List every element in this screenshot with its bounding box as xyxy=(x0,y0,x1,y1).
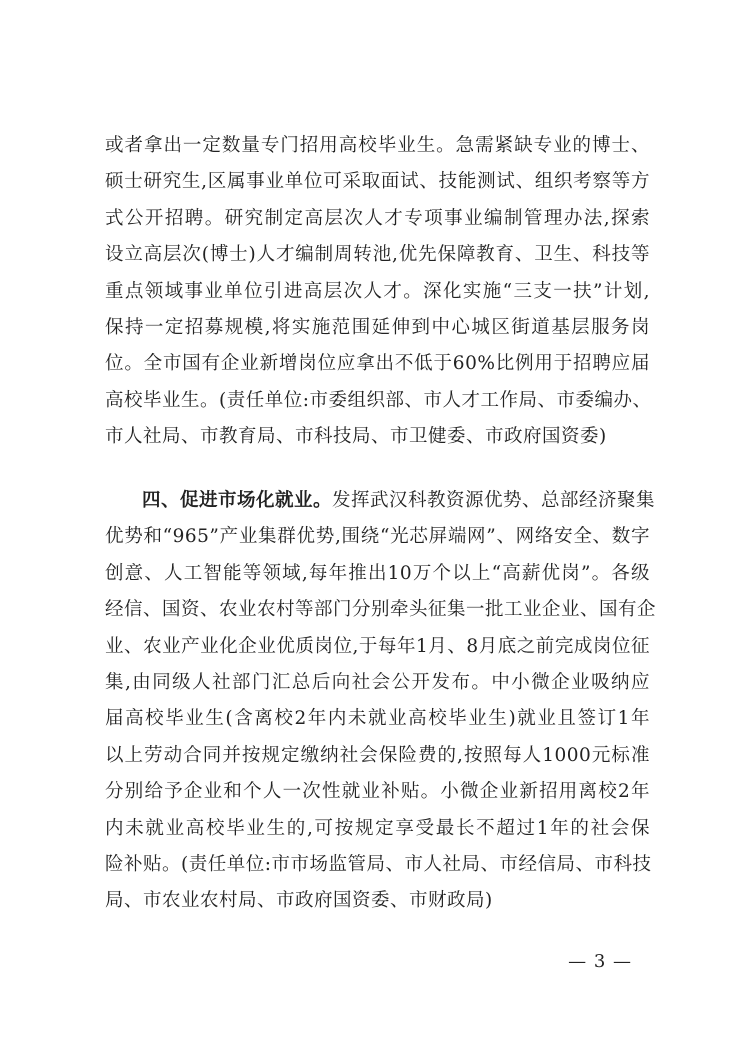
text-line: 保持一定招募规模,将实施范围延伸到中心城区街道基层服务岗 xyxy=(105,316,650,338)
text-line: 优势和“965”产业集群优势,围绕“光芯屏端网”、网络安全、数字 xyxy=(105,526,650,548)
first-line xyxy=(105,483,656,519)
text-line: 重点领域事业单位引进高层次人才。深化实施“三支一扶”计划, xyxy=(105,280,650,302)
text-line: 分别给予企业和个人一次性就业补贴。小微企业新招用离校2年 xyxy=(105,781,650,803)
text-line: 集,由同级人社部门汇总后向社会公开发布。中小微企业吸纳应 xyxy=(105,671,650,693)
text-line: 局、市农业农村局、市政府国资委、市财政局) xyxy=(105,890,493,912)
text-line: 或者拿出一定数量专门招用高校毕业生。急需紧缺专业的博士、 xyxy=(105,135,650,156)
text-line: 高校毕业生。(责任单位:市委组织部、市人才工作局、市委编办、 xyxy=(105,389,652,411)
text-line: 式公开招聘。研究制定高层次人才专项事业编制管理办法,探索 xyxy=(105,207,650,229)
text-line: 设立高层次(博士)人才编制周转池,优先保障教育、卫生、科技等 xyxy=(105,244,650,266)
text-line: 届高校毕业生(含离校2年内未就业高校毕业生)就业且签订1年 xyxy=(105,708,650,730)
text-line: 业、农业产业化企业优质岗位,于每年1月、8月底之前完成岗位征 xyxy=(105,635,650,657)
paragraph-2 xyxy=(105,483,657,920)
text-line: 以上劳动合同并按规定缴纳社会保险费的,按照每人1000元标准 xyxy=(105,744,650,766)
first-line-text: 发挥武汉科教资源优势、总部经济聚集 xyxy=(332,490,656,511)
section-heading: 四、促进市场化就业。 xyxy=(142,490,333,511)
text-line: 内未就业高校毕业生的,可按规定享受最长不超过1年的社会保 xyxy=(105,817,650,839)
page-number: — 3 — xyxy=(568,951,632,972)
text-line: 险补贴。(责任单位:市市场监管局、市人社局、市经信局、市科技 xyxy=(105,853,652,875)
text-line: 位。全市国有企业新增岗位应拿出不低于60%比例用于招聘应届 xyxy=(105,353,650,375)
paragraph-1 xyxy=(105,128,650,456)
text-line: 市人社局、市教育局、市科技局、市卫健委、市政府国资委) xyxy=(105,426,607,448)
text-line: 硕士研究生,区属事业单位可采取面试、技能测试、组织考察等方 xyxy=(105,171,650,193)
text-line: 经信、国资、农业农村等部门分别牵头征集一批工业企业、国有企 xyxy=(105,599,657,621)
text-line: 创意、人工智能等领域,每年推出10万个以上“高薪优岗”。各级 xyxy=(105,562,650,584)
